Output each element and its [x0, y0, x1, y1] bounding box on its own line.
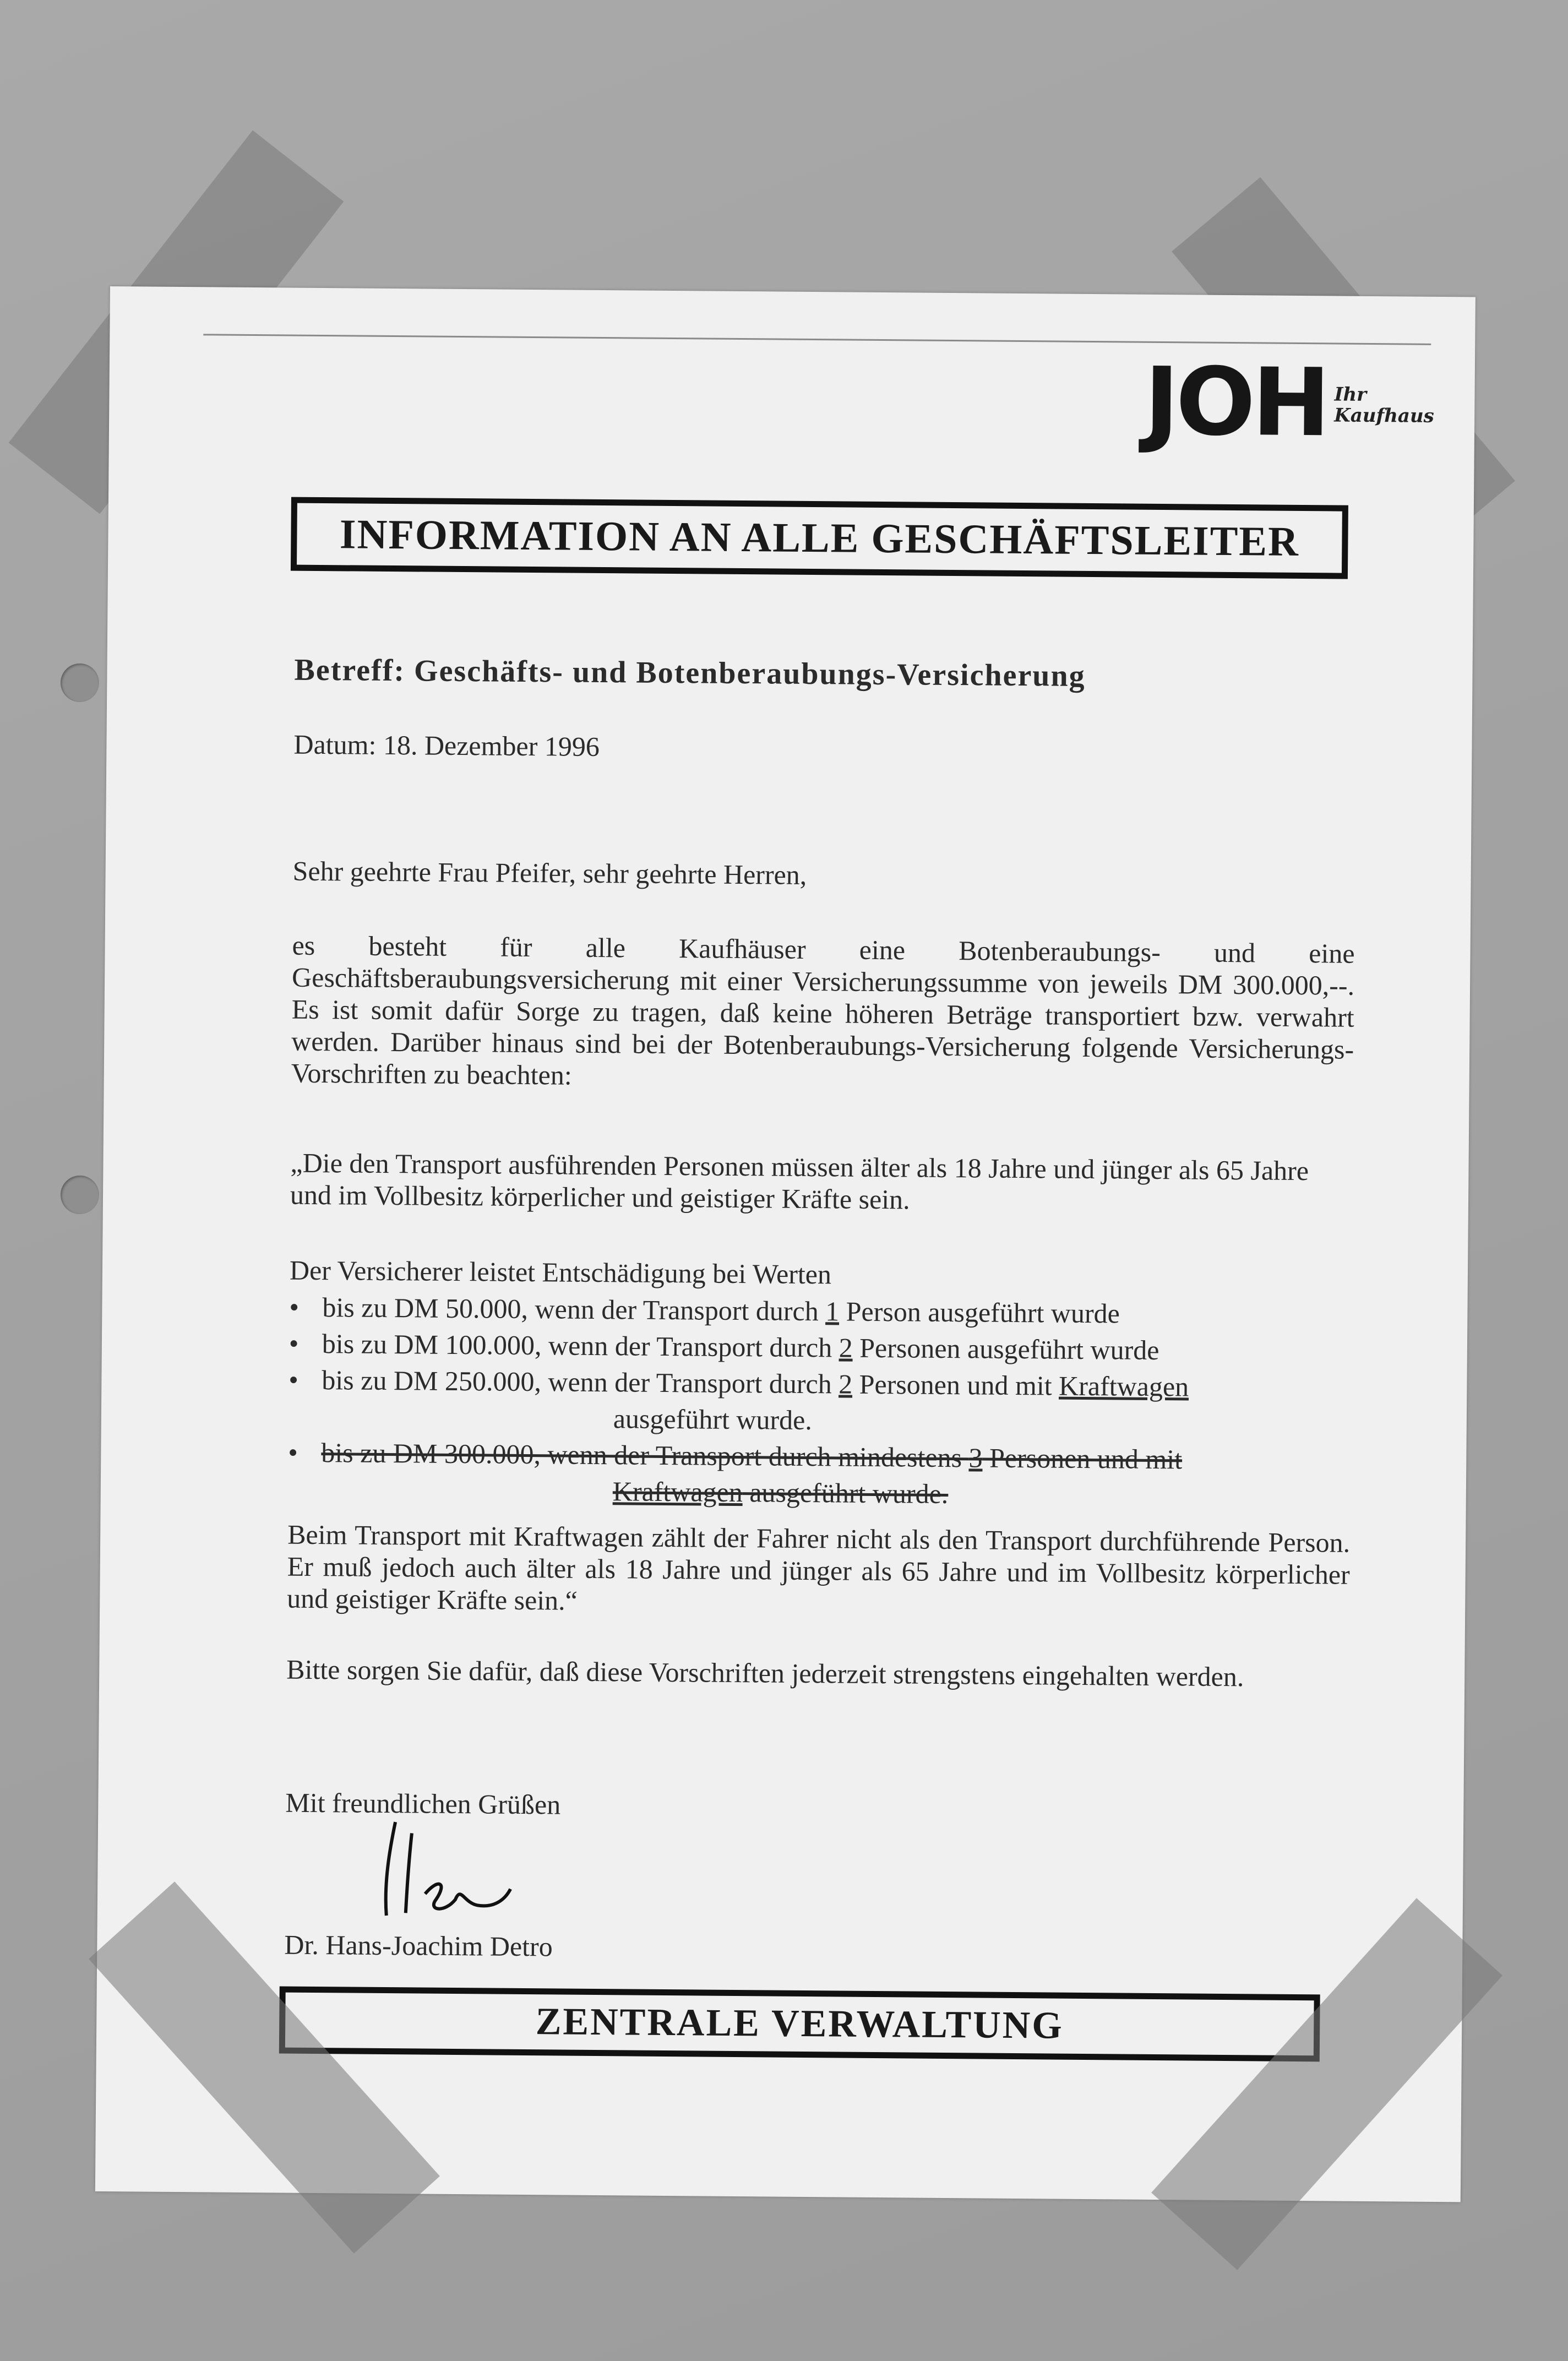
date-line: Datum: 18. Dezember 1996: [293, 728, 600, 763]
compensation-list: [288, 1289, 1369, 1515]
logo-tagline: Ihr Kaufhaus: [1334, 383, 1434, 427]
header-title-box: INFORMATION AN ALLE GESCHÄFTSLEITER: [291, 497, 1348, 579]
handwritten-signature: [373, 1811, 539, 1922]
signer-name: Dr. Hans-Joachim Detro: [284, 1929, 553, 1962]
list-intro: Der Versicherer leistet Entschädigung bei Werten: [289, 1254, 832, 1290]
punch-hole: [61, 663, 99, 702]
list-item-struck-out: • bis zu DM 300.000, wenn der Transport durch mindestens 3 Personen und mit Kraftwagen ausgeführt wurde.: [288, 1434, 1368, 1515]
top-rule: [203, 334, 1431, 345]
footer-title-box: ZENTRALE VERWALTUNG: [279, 1987, 1320, 2062]
subject-line: Betreff: Geschäfts- und Botenberaubungs-Versicherung: [294, 652, 1086, 693]
logo-name: JOH: [1144, 347, 1328, 458]
closing: Mit freundlichen Grüßen: [285, 1787, 561, 1820]
list-item: • bis zu DM 100.000, wenn der Transport durch 2 Personen ausgeführt wurde: [289, 1325, 1368, 1370]
paragraph-request: Bitte sorgen Sie dafür, daß diese Vorschriften jederzeit strengstens eingehalten werden.: [286, 1653, 1244, 1693]
document-sheet: [95, 286, 1476, 2202]
salutation: Sehr geehrte Frau Pfeifer, sehr geehrte Herren,: [292, 855, 807, 890]
paragraph-intro: es besteht für alle Kaufhäuser eine Botenberaubungs- und eine Geschäftsberaubungsversicherung mit einer Versicherungssumme von jeweils DM 300.000,--. Es ist somit dafür Sorge zu tragen, daß keine höheren Beträge transportiert bzw. verwahrt werden. Darüber hinaus sind bei der Botenberaubungs-Versicherung folgende Versicherungs-Vorschriften zu beachten:: [291, 929, 1355, 1091]
list-item: • bis zu DM 50.000, wenn der Transport durch 1 Person ausgeführt wurde: [289, 1289, 1368, 1334]
punch-hole: [61, 1176, 99, 1214]
company-logo: [1144, 347, 1434, 462]
paragraph-driver: Beim Transport mit Kraftwagen zählt der Fahrer nicht als den Transport durchführende Person. Er muß jedoch auch älter als 18 Jahre und jünger als 65 Jahre und im Vollbesitz körperlicher und geistiger Kräfte sein.“: [287, 1519, 1351, 1616]
list-item: • bis zu DM 250.000, wenn der Transport durch 2 Personen und mit Kraftwagen ausgeführt wurde.: [288, 1362, 1368, 1443]
quote-requirements: „Die den Transport ausführenden Personen müssen älter als 18 Jahre und jünger als 65 Jahre und im Vollbesitz körperlicher und geistiger Kräfte sein.: [290, 1147, 1309, 1215]
